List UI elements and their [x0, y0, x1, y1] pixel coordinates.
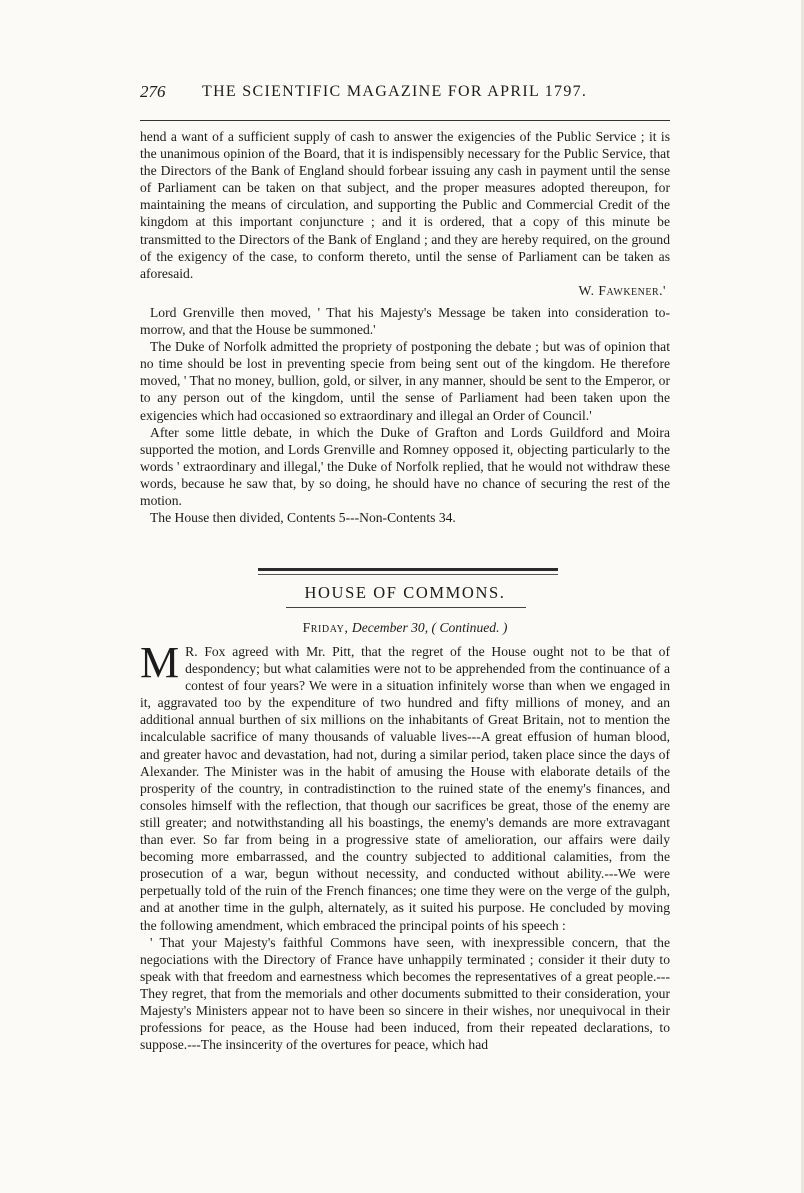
dateline [250, 620, 560, 636]
commons-section [140, 638, 670, 1053]
page-header [140, 78, 670, 106]
division-result: The House then divided, Contents 5---Non-Contents 34. [150, 510, 456, 526]
section-title: HOUSE OF COMMONS. [304, 583, 506, 602]
lords-paragraph-3: After some little debate, in which the Duke of Grafton and Lords Guildford and Moira supported the motion, and Lords Grenville and Romney opposed it, objecting particularly to the words ' extraordinary and illegal,' the Duke of Norfolk replied, that he would not withdraw these words, because he saw that, by so doing, he should have no chance of securing the rest of the motion. [140, 424, 670, 508]
lords-paragraph-1: Lord Grenville then moved, ' That his Majesty's Message be taken into consideration to-morrow, and that the House be summoned.' [140, 304, 670, 338]
section-divider [258, 568, 558, 577]
header-rule [140, 120, 670, 121]
minute-paragraph: hend a want of a sufficient supply of cash to answer the exigencies of the Public Service ; it is the unanimous opinion of the Board, that it is indispensibly necessary for the Public Service, that the Directors of the Bank of England should forbear issuing any cash in payment until the sense of Parliament can be taken on that subject, and the proper measures adopted thereupon, for maintaining the means of circulation, and supporting the Public and Commercial Credit of the kingdom at this important conjuncture ; and it is ordered, that a copy of this minute be transmitted to the Directors of the Bank of England ; and they are hereby required, on the ground of the exigency of the case, to conform thereto, until the sense of Parliament can be taken as aforesaid. [140, 129, 670, 281]
dateline-date: December 30, ( Continued. ) [351, 620, 508, 635]
section-title-rule [286, 607, 526, 608]
signature: W. Fawkener.' [578, 282, 666, 298]
commons-amendment: ' That your Majesty's faithful Commons have seen, with inexpressible concern, that the negociations with the Directory of France have unhappily terminated ; consider it their duty to speak with that freedom and earnestness which becomes the representatives of a great people.---They regret, that from the memorials and other documents submitted to their consideration, your Majesty's Ministers appear not to have been so sincere in their wishes, nor unequivocal in their professions for peace, as the House had been induced, from their repeated declarations, to suppose.---The insincerity of the overtures for peace, which had [140, 934, 670, 1053]
lords-paragraph-2: The Duke of Norfolk admitted the propriety of postponing the debate ; but was of opinion that no time should be lost in preventing specie from being sent out of the kingdom. He therefore moved, ' That no money, bullion, gold, or silver, in any manner, should be sent to the Emperor, or to any person out of the kingdom, until the sense of Parliament had been taken upon the exigencies which had occasioned so extraordinary and illegal an Order of Council.' [140, 339, 670, 423]
commons-paragraph-1 [140, 638, 670, 934]
commons-paragraph-1-text: R. Fox agreed with Mr. Pitt, that the regret of the House ought not to be that of despondency; but what calamities were not to be apprehended from the continuance of a contest of four years? We were in a situation infinitely worse than when we engaged in it, aggravated too by the expenditure of two hundred and fifty millions of money, and an additional annual burthen of six millions on the inhabitants of Great Britain, not to mention the incalculable sacrifice of many thousands of valuable lives---A great effusion of human blood, and greater havoc and devastation, had not, during a similar period, taken place since the days of Alexander. The Minister was in the habit of amusing the House with elaborate details of the prosperity of the country, in contradistinction to the ruined state of the enemy's finances, and consoles himself with the reflection, that though our sacrifices be great, those of the enemy are still greater; and notwithstanding all his boastings, the enemy's demands are more extravagant than ever. So far from being in a progressive state of amelioration, our affairs were daily becoming more embarrassed, and the country subjected to additional calamities, from the prosecution of a war, begun without necessity, and conducted without ability.---We were perpetually told of the ruin of the French finances; one time they were on the verge of the gulph, and at another time in the gulph, alternately, as it suited his purpose. He concluded by moving the following amendment, which embraced the principal points of his speech : [140, 644, 670, 933]
drop-cap: M [140, 638, 180, 687]
divider-thin-rule [258, 574, 558, 575]
divider-thick-rule [258, 568, 558, 571]
dateline-day: Friday, [302, 620, 349, 635]
page-number: 276 [140, 82, 166, 101]
lords-section [140, 128, 670, 526]
running-title: THE SCIENTIFIC MAGAZINE FOR APRIL 1797. [202, 83, 588, 100]
